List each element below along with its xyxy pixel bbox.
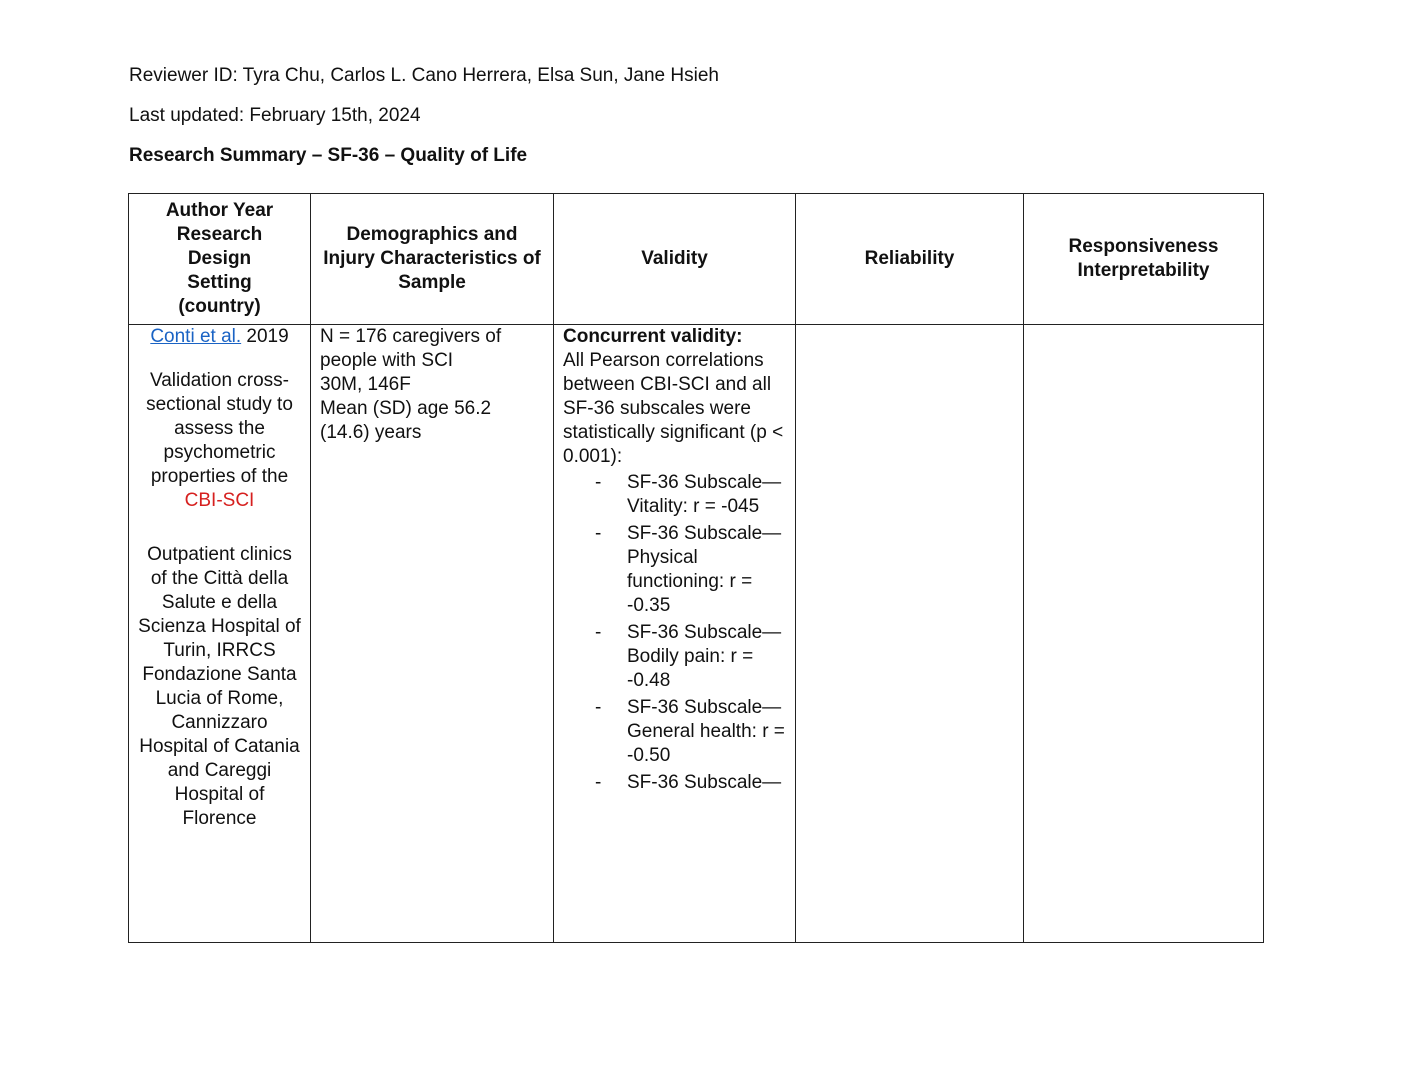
header-author-line: Author Year xyxy=(165,200,274,221)
list-item xyxy=(563,471,786,519)
last-updated: Last updated: February 15th, 2024 xyxy=(129,105,421,126)
dash-bullet: - xyxy=(595,622,602,643)
dash-bullet: - xyxy=(595,472,602,493)
cell-responsiveness xyxy=(1024,325,1264,943)
validity-item-text: SF-36 Subscale— xyxy=(627,772,782,793)
reviewer-id: Reviewer ID: Tyra Chu, Carlos L. Cano Herrera, Elsa Sun, Jane Hsieh xyxy=(129,65,719,86)
validity-item-text: SF-36 Subscale—General health: r = -0.50 xyxy=(627,697,785,766)
validity-list xyxy=(563,471,786,795)
validity-item-text: SF-36 Subscale—Vitality: r = -045 xyxy=(627,472,782,517)
page-title: Research Summary – SF-36 – Quality of Life xyxy=(129,145,528,166)
demographics-line: N = 176 caregivers of people with SCI xyxy=(320,326,502,371)
study-setting: Outpatient clinics of the Città della Salute e della Scienza Hospital of Turin, IRRCS Fondazione Santa Lucia of Rome, Cannizzaro Hospital of Catania and Careggi Hospital of Florence xyxy=(138,544,301,829)
study-design-text: Validation cross-sectional study to assess the psychometric properties of the xyxy=(146,370,293,487)
list-item xyxy=(563,522,786,618)
header-author-line: Research xyxy=(176,224,263,245)
demographics-line: 30M, 146F xyxy=(320,374,411,395)
header-interpretability-line: Interpretability xyxy=(1077,260,1210,281)
header-demographics: Demographics and Injury Characteristics of Sample xyxy=(311,194,554,325)
header-reliability: Reliability xyxy=(796,194,1024,325)
validity-heading: Concurrent validity: xyxy=(563,326,743,347)
list-item xyxy=(563,771,786,795)
validity-item-text: SF-36 Subscale—Bodily pain: r = -0.48 xyxy=(627,622,782,691)
dash-bullet: - xyxy=(595,523,602,544)
header-validity: Validity xyxy=(554,194,796,325)
header-author-year xyxy=(129,194,311,325)
validity-item-text: SF-36 Subscale—Physical functioning: r = -0.35 xyxy=(627,523,782,616)
research-summary-table xyxy=(128,193,1264,943)
header-responsiveness xyxy=(1024,194,1264,325)
validity-text: All Pearson correlations between CBI-SCI and all SF-36 subscales were statistically significant (p < 0.001): xyxy=(563,350,784,467)
list-item xyxy=(563,621,786,693)
author-link[interactable]: Conti et al. xyxy=(150,326,242,347)
study-design xyxy=(138,369,301,513)
header-author-line: Setting xyxy=(187,272,252,293)
table-header-row xyxy=(129,194,1264,325)
list-item xyxy=(563,696,786,768)
header-author-line: (country) xyxy=(178,296,261,317)
instrument-name: CBI-SCI xyxy=(184,490,255,511)
cell-author-study xyxy=(129,325,311,943)
table-row xyxy=(129,325,1264,943)
cell-demographics xyxy=(311,325,554,943)
dash-bullet: - xyxy=(595,772,602,793)
study-year: 2019 xyxy=(241,326,289,347)
cell-reliability xyxy=(796,325,1024,943)
demographics-line: Mean (SD) age 56.2 (14.6) years xyxy=(320,398,492,443)
cell-validity xyxy=(554,325,796,943)
header-author-line: Design xyxy=(187,248,252,269)
citation xyxy=(138,325,301,349)
dash-bullet: - xyxy=(595,697,602,718)
header-responsiveness-line: Responsiveness xyxy=(1068,236,1219,257)
